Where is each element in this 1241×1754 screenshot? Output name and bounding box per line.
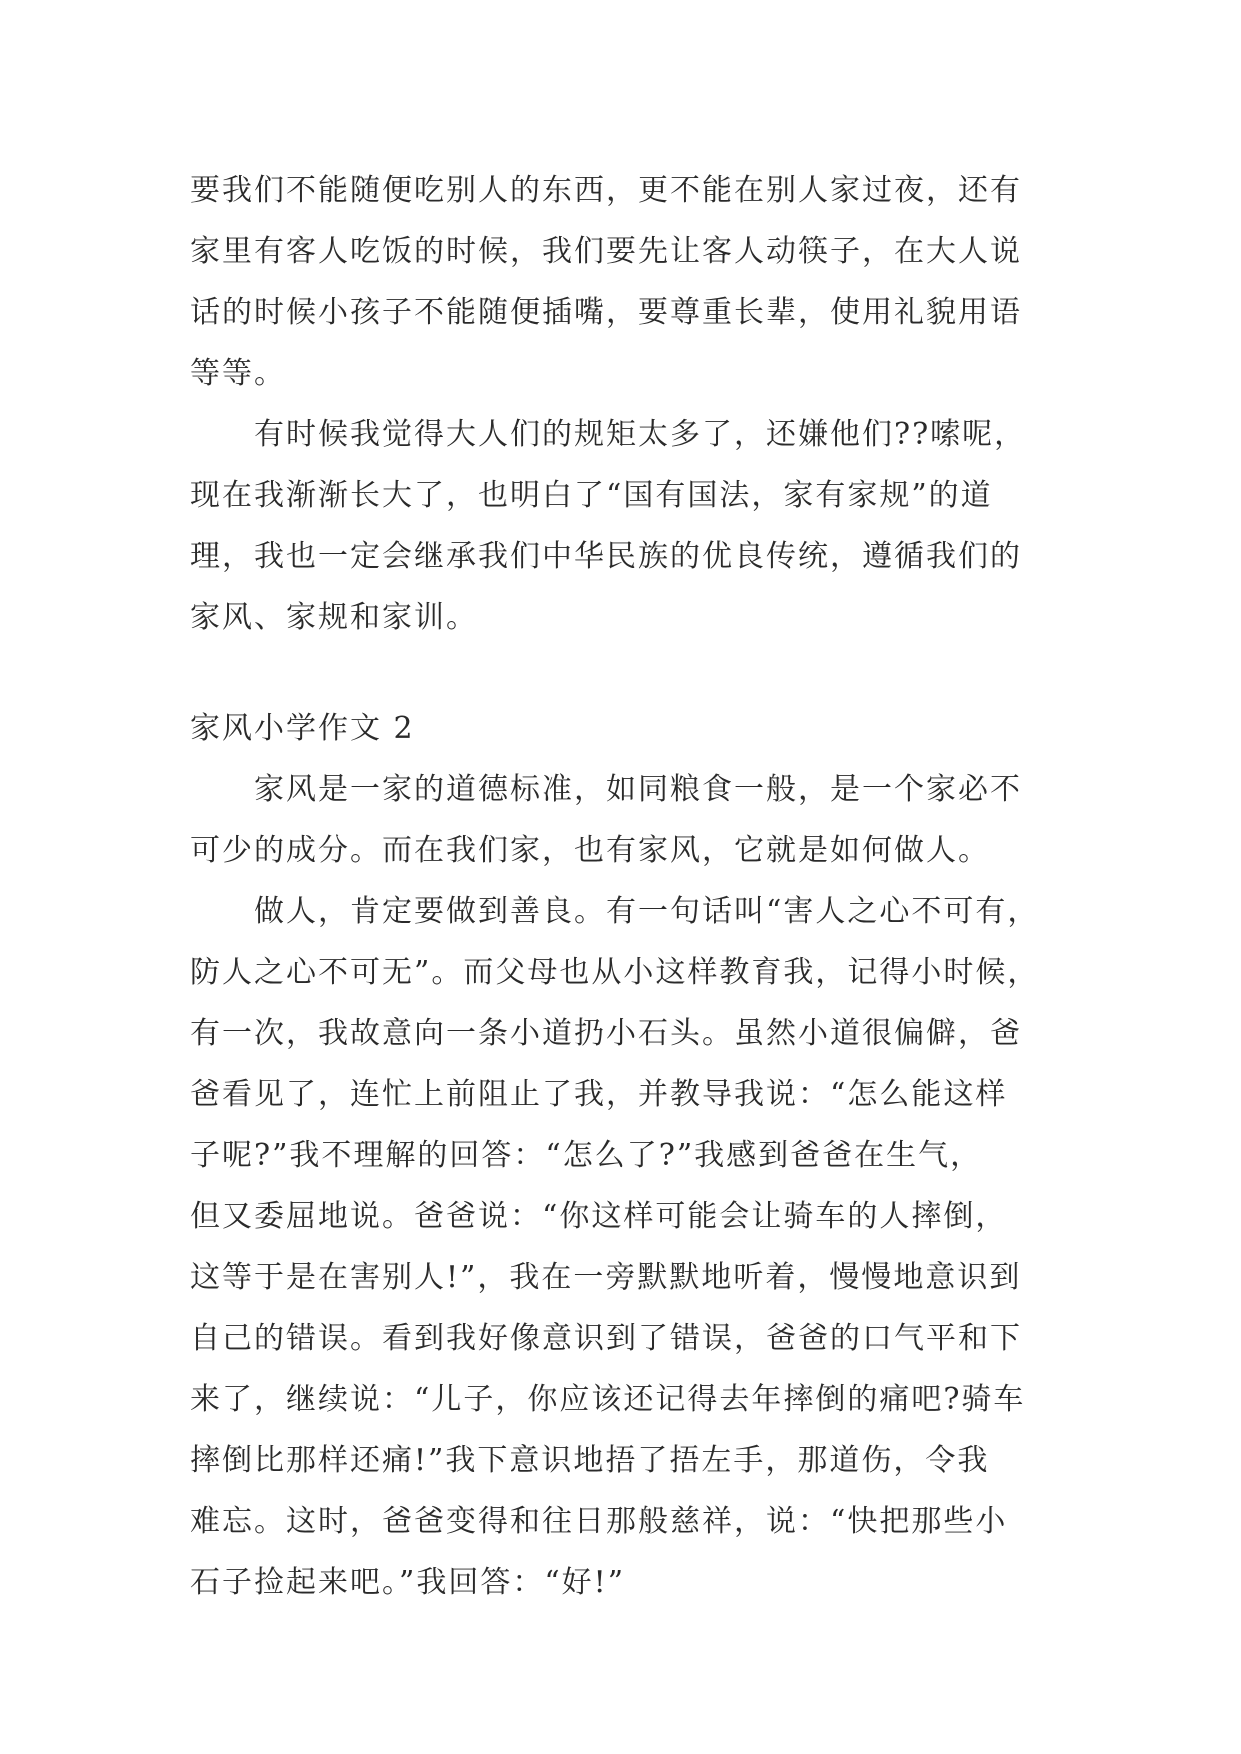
paragraph-line: 自己的错误。看到我好像意识到了错误，爸爸的口气平和下 xyxy=(190,1321,1022,1356)
paragraph-line: 家风是一家的道德标准，如同粮食一般，是一个家必不 xyxy=(254,772,1022,807)
paragraph-2 xyxy=(190,404,1050,648)
paragraph-line: 来了，继续说：“儿子，你应该还记得去年摔倒的痛吧?骑车 xyxy=(190,1382,1026,1417)
paragraph-line: 子呢?”我不理解的回答：“怎么了?”我感到爸爸在生气， xyxy=(190,1138,983,1173)
paragraph-line: 做人，肯定要做到善良。有一句话叫“害人之心不可有， xyxy=(254,894,1040,929)
section-heading: 家风小学作文 2 xyxy=(190,711,415,746)
paragraph-1 xyxy=(190,160,1050,404)
paragraph-3 xyxy=(190,759,1050,881)
paragraph-line: 有时候我觉得大人们的规矩太多了，还嫌他们??嗦呢， xyxy=(254,417,1027,452)
paragraph-line: 爸看见了，连忙上前阻止了我，并教导我说：“怎么能这样 xyxy=(190,1077,1008,1112)
paragraph-line: 可少的成分。而在我们家，也有家风，它就是如何做人。 xyxy=(190,833,990,868)
document-body xyxy=(190,160,1050,1613)
paragraph-4 xyxy=(190,881,1050,1613)
paragraph-line: 现在我渐渐长大了，也明白了“国有国法，家有家规”的道 xyxy=(190,478,993,513)
paragraph-line: 等等。 xyxy=(190,356,286,391)
paragraph-line: 摔倒比那样还痛!”我下意识地捂了捂左手，那道伤，令我 xyxy=(190,1443,990,1478)
paragraph-line: 这等于是在害别人!”，我在一旁默默地听着，慢慢地意识到 xyxy=(190,1260,1022,1295)
paragraph-line: 理，我也一定会继承我们中华民族的优良传统，遵循我们的 xyxy=(190,539,1022,574)
section-spacer xyxy=(190,648,1050,698)
paragraph-line: 石子捡起来吧。”我回答：“好!” xyxy=(190,1565,626,1600)
paragraph-line: 话的时候小孩子不能随便插嘴，要尊重长辈，使用礼貌用语 xyxy=(190,295,1022,330)
paragraph-line: 要我们不能随便吃别人的东西，更不能在别人家过夜，还有 xyxy=(190,173,1022,208)
paragraph-line: 家里有客人吃饭的时候，我们要先让客人动筷子，在大人说 xyxy=(190,234,1022,269)
paragraph-line: 防人之心不可无”。而父母也从小这样教育我，记得小时候， xyxy=(190,955,1040,990)
paragraph-line: 难忘。这时，爸爸变得和往日那般慈祥，说：“快把那些小 xyxy=(190,1504,1008,1539)
paragraph-line: 有一次，我故意向一条小道扔小石头。虽然小道很偏僻，爸 xyxy=(190,1016,1022,1051)
paragraph-line: 家风、家规和家训。 xyxy=(190,600,478,635)
paragraph-line: 但又委屈地说。爸爸说：“你这样可能会让骑车的人摔倒， xyxy=(190,1199,1008,1234)
